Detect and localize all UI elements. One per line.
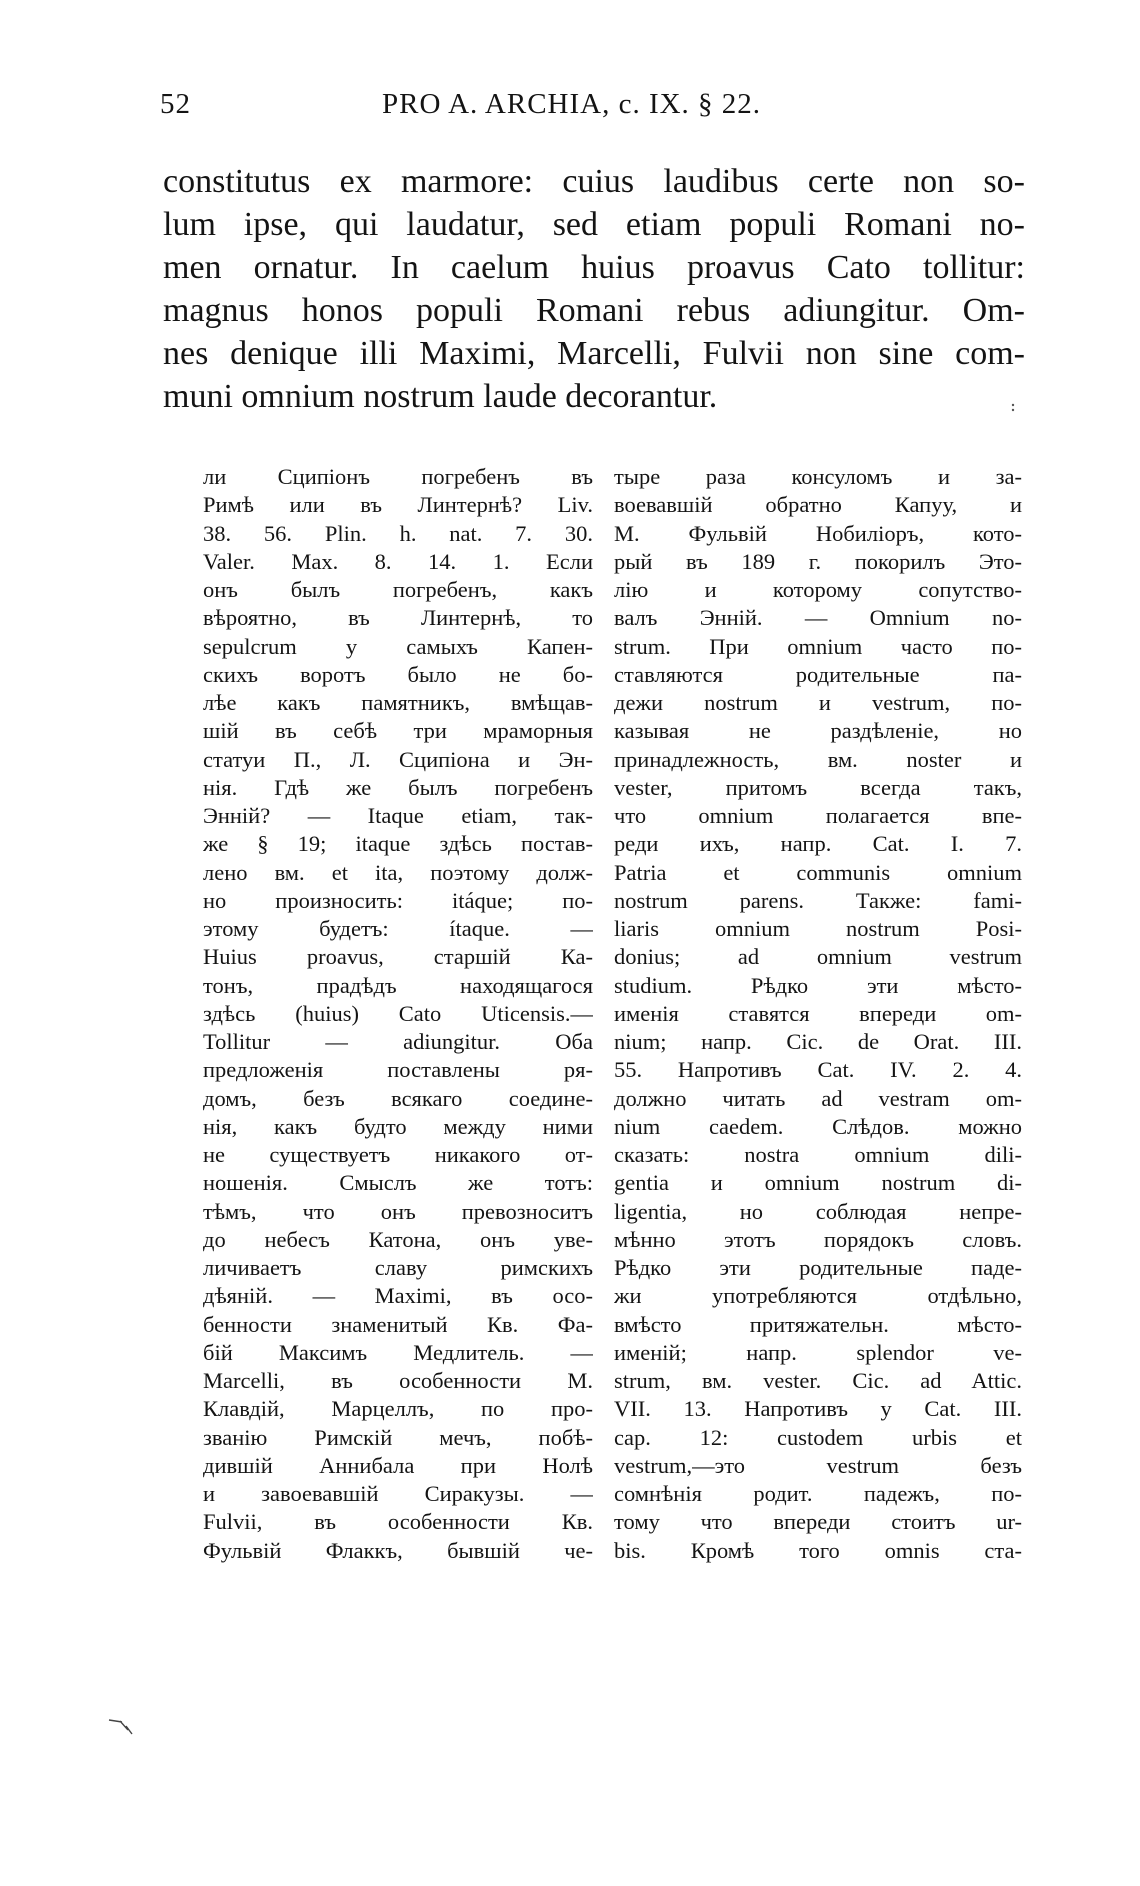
latin-text-block [163,160,1025,418]
commentary-line: nium caedem. Слѣдов. можно [614,1113,1022,1139]
commentary-line: лѣе какъ памятникъ, вмѣщав- [203,690,593,715]
commentary-line: лено вм. et ita, поэтому долж- [203,859,593,885]
commentary-line: реди ихъ, напр. Cat. I. 7. [614,831,1022,857]
commentary-line: шій въ себѣ три мраморныя [203,718,593,744]
commentary-line: рый въ 189 г. покорилъ Это- [614,548,1022,574]
commentary-line: sepulcrum у самыхъ Капен- [203,633,593,659]
commentary-line: vestrum,—это vestrum безъ [614,1452,1022,1478]
commentary-line: онъ былъ погребенъ, какъ [203,577,593,602]
commentary-line: gentia и omnium nostrum di- [614,1170,1022,1196]
commentary-line: тонъ, прадѣдъ находящагося [203,972,593,998]
running-title: PRO A. ARCHIA, c. IX. § 22. [382,88,762,120]
commentary-line: валъ Энній. — Omnium no- [614,605,1022,631]
commentary-line: donius; ad omnium vestrum [614,944,1022,970]
commentary-line: именій; напр. splendor ve- [614,1339,1022,1365]
commentary-line: ставляются родительные па- [614,661,1022,687]
commentary-line: VII. 13. Напротивъ у Cat. III. [614,1396,1022,1422]
commentary-line: Patria et communis omnium [614,859,1022,885]
commentary-line: studium. Рѣдко эти мѣсто- [614,972,1022,998]
commentary-line: 55. Напротивъ Cat. IV. 2. 4. [614,1057,1022,1083]
commentary-line: лію и которому сопутство- [614,577,1022,602]
commentary-line: казывая не раздѣленіе, но [614,718,1022,744]
commentary-line: что omnium полагается впе- [614,803,1022,828]
commentary-line: cap. 12: custodem urbis et [614,1424,1022,1450]
commentary-line: здѣсь (huius) Cato Uticensis.— [203,1000,593,1026]
commentary-line: Tollitur — adiungitur. Оба [203,1029,593,1054]
commentary-line: домъ, безъ всякаго соедине- [203,1085,593,1111]
stray-dot-icon [1010,400,1016,410]
commentary-line: Marcelli, въ особенности М. [203,1368,593,1393]
commentary-line: vester, притомъ всегда такъ, [614,774,1022,800]
commentary-line: тѣмъ, что онъ превозноситъ [203,1198,593,1224]
commentary-line: жи употребляются отдѣльно, [614,1283,1022,1309]
commentary-line: этому будетъ: ítaque. — [203,916,593,941]
commentary-line: М. Фульвій Нобиліоръ, кото- [614,520,1022,546]
commentary-line: nostrum parens. Также: fami- [614,887,1022,913]
commentary-line: 38. 56. Plin. h. nat. 7. 30. [203,520,593,546]
commentary-line: предложенія поставлены ря- [203,1057,593,1083]
stray-scan-mark-icon [108,1716,138,1736]
commentary-line: Valer. Max. 8. 14. 1. Если [203,548,593,574]
commentary-line: ligentia, но соблюдая непре- [614,1198,1022,1224]
commentary-line: strum, вм. vester. Cic. ad Attic. [614,1368,1022,1393]
commentary-line: бенности знаменитый Кв. Фа- [203,1311,593,1337]
commentary-line: скихъ воротъ было не бо- [203,661,593,687]
commentary-line: но произносить: itáque; по- [203,887,593,913]
commentary-line: вѣроятно, въ Линтернѣ, то [203,605,593,631]
commentary-line: nium; напр. Cic. de Orat. III. [614,1029,1022,1054]
latin-line: muni omnium nostrum laude decorantur. [163,378,718,415]
latin-line: constitutus ex marmore: cuius laudibus certe non so- [163,163,1025,200]
commentary-line: тому что впереди стоитъ ur- [614,1509,1022,1535]
latin-line: men ornatur. In caelum huius proavus Cato tollitur: [163,249,1025,286]
commentary-line: дежи nostrum и vestrum, по- [614,690,1022,715]
commentary-line: strum. При omnium часто по- [614,633,1022,659]
commentary-line: до небесъ Катона, онъ уве- [203,1226,593,1252]
commentary-line: сомнѣнія родит. падежъ, по- [614,1481,1022,1506]
commentary-line: ли Сципіонъ погребенъ въ [203,464,593,489]
commentary-line: сказать: nostra omnium dili- [614,1142,1022,1167]
commentary-line: Рѣдко эти родительные паде- [614,1255,1022,1280]
commentary-line: принадлежность, вм. noster и [614,746,1022,772]
commentary-line: нія. Гдѣ же былъ погребенъ [203,774,593,800]
commentary-line: именія ставятся впереди om- [614,1000,1022,1026]
commentary-line: ношенія. Смыслъ же тотъ: [203,1170,593,1196]
latin-line: magnus honos populi Romani rebus adiungitur. Om- [163,292,1025,329]
commentary-line: вмѣсто притяжательн. мѣсто- [614,1311,1022,1337]
latin-line: lum ipse, qui laudatur, sed etiam populi Romani no- [163,206,1025,243]
commentary-line: мѣнно этотъ порядокъ словъ. [614,1226,1022,1252]
commentary-right-column [614,463,1022,1565]
commentary-line: же § 19; itaque здѣсь постав- [203,831,593,857]
commentary-line: тыре раза консуломъ и за- [614,464,1022,489]
commentary-line: званію Римскій мечъ, побѣ- [203,1424,593,1450]
commentary-line: Римѣ или въ Линтернѣ? Liv. [203,492,593,518]
commentary-line: Huius proavus, старшій Ка- [203,944,593,970]
commentary-line: bis. Кромѣ того omnis ста- [614,1537,1022,1563]
commentary-line: Фульвій Флаккъ, бывшій че- [203,1537,593,1563]
commentary-line: дѣяній. — Maximi, въ осо- [203,1283,593,1309]
page-number: 52 [160,88,191,120]
commentary-line: личиваетъ славу римскихъ [203,1255,593,1280]
commentary-line: Энній? — Itaque etiam, так- [203,803,593,828]
commentary-line: и завоевавшій Сиракузы. — [203,1481,593,1506]
commentary-line: должно читать ad vestram om- [614,1085,1022,1111]
commentary-line: статуи П., Л. Сципіона и Эн- [203,746,593,772]
commentary-line: дившій Аннибала при Нолѣ [203,1452,593,1478]
commentary-line: liaris omnium nostrum Posi- [614,916,1022,941]
running-header [160,88,980,138]
commentary-line: нія, какъ будто между ними [203,1113,593,1139]
commentary-line: Клавдій, Марцеллъ, по про- [203,1396,593,1422]
commentary-left-column [203,463,593,1565]
commentary-line: Fulvii, въ особенности Кв. [203,1509,593,1535]
latin-line: nes denique illi Maximi, Marcelli, Fulvii non sine com- [163,335,1025,372]
commentary-line: бій Максимъ Медлитель. — [203,1339,593,1365]
commentary-line: воевавшій обратно Капуу, и [614,492,1022,518]
commentary-line: не существуетъ никакого от- [203,1142,593,1167]
